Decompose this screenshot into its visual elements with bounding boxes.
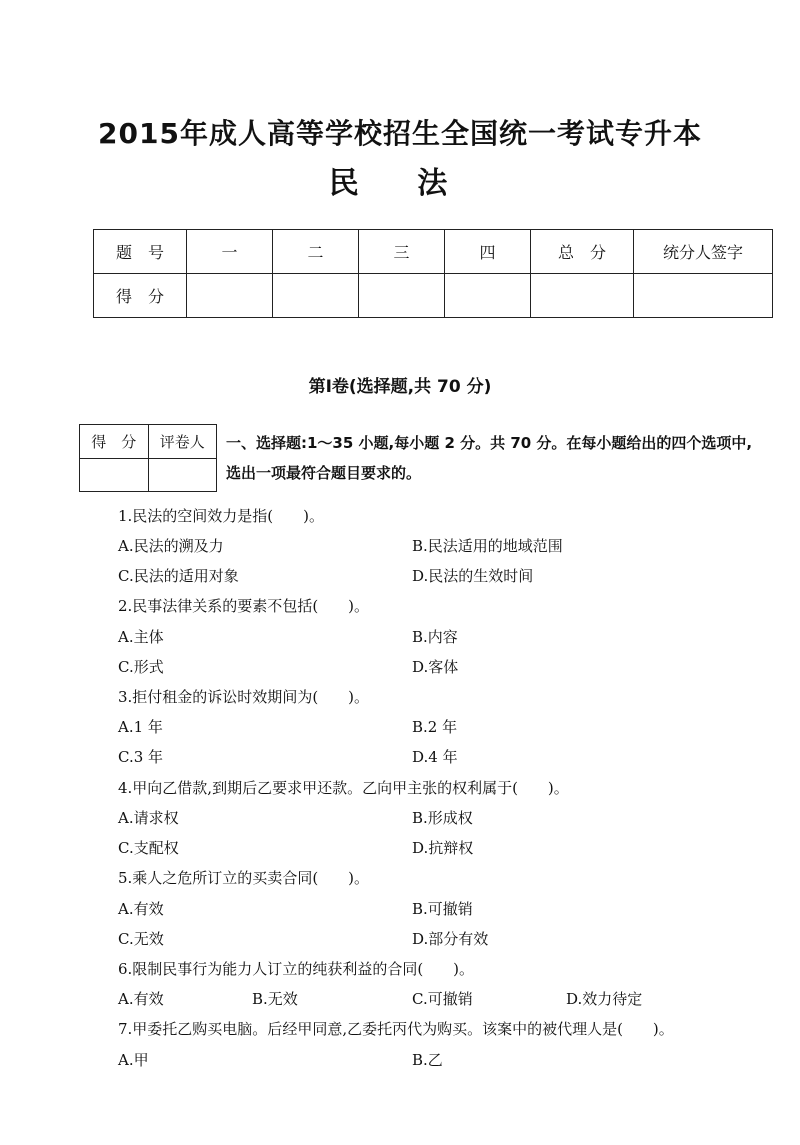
score-table — [93, 229, 773, 318]
grader-name-label: 评卷人 — [148, 425, 217, 459]
score-row-label: 得 分 — [94, 274, 187, 318]
score-cell-part2: 二 — [273, 230, 359, 274]
option-b[interactable]: B.乙 — [412, 1051, 443, 1069]
question-stem: 7.甲委托乙购买电脑。后经甲同意,乙委托丙代为购买。该案中的被代理人是( )。 — [118, 1020, 674, 1038]
option-a[interactable]: A.甲 — [118, 1051, 149, 1069]
question-stem: 1.民法的空间效力是指( )。 — [118, 507, 325, 525]
option-c[interactable]: C.形式 — [118, 658, 164, 676]
option-c[interactable]: C.支配权 — [118, 839, 179, 857]
grader-score-blank[interactable] — [80, 458, 149, 492]
score-blank-3[interactable] — [359, 274, 445, 318]
option-d[interactable]: D.客体 — [412, 658, 459, 676]
option-b[interactable]: B.可撤销 — [412, 900, 473, 918]
grader-name-blank[interactable] — [148, 458, 217, 492]
score-blank-total[interactable] — [531, 274, 634, 318]
option-c[interactable]: C.无效 — [118, 930, 164, 948]
option-a[interactable]: A.请求权 — [118, 809, 179, 827]
option-d[interactable]: D.抗辩权 — [412, 839, 474, 857]
grader-score-label: 得 分 — [80, 425, 149, 459]
question-stem: 3.拒付租金的诉讼时效期间为( )。 — [118, 688, 370, 706]
grader-box — [79, 424, 217, 492]
question-stem: 6.限制民事行为能力人订立的纯获利益的合同( )。 — [118, 960, 475, 978]
score-cell-total: 总 分 — [531, 230, 634, 274]
option-a[interactable]: A.有效 — [118, 990, 164, 1008]
option-d[interactable]: D.效力待定 — [566, 990, 643, 1008]
option-c[interactable]: C.3 年 — [118, 748, 164, 766]
score-cell-signature: 统分人签字 — [634, 230, 773, 274]
option-b[interactable]: B.民法适用的地域范围 — [412, 537, 563, 555]
score-cell-label: 题 号 — [94, 230, 187, 274]
score-cell-part1: 一 — [187, 230, 273, 274]
option-a[interactable]: A.主体 — [118, 628, 164, 646]
question-stem: 2.民事法律关系的要素不包括( )。 — [118, 597, 370, 615]
option-d[interactable]: D.民法的生效时间 — [412, 567, 534, 585]
subject-title: 民 法 — [328, 166, 472, 201]
option-a[interactable]: A.有效 — [118, 900, 164, 918]
score-blank-1[interactable] — [187, 274, 273, 318]
question-stem: 4.甲向乙借款,到期后乙要求甲还款。乙向甲主张的权利属于( )。 — [118, 779, 569, 797]
option-b[interactable]: B.2 年 — [412, 718, 458, 736]
option-c[interactable]: C.可撤销 — [412, 990, 473, 1008]
option-a[interactable]: A.民法的溯及力 — [118, 537, 224, 555]
option-c[interactable]: C.民法的适用对象 — [118, 567, 239, 585]
score-blank-signature[interactable] — [634, 274, 773, 318]
option-b[interactable]: B.无效 — [252, 990, 298, 1008]
section-heading: 第Ⅰ卷(选择题,共 70 分) — [308, 377, 492, 397]
score-cell-part3: 三 — [359, 230, 445, 274]
score-table-header-row — [94, 230, 773, 274]
option-b[interactable]: B.形成权 — [412, 809, 473, 827]
question-stem: 5.乘人之危所订立的买卖合同( )。 — [118, 869, 370, 887]
score-blank-4[interactable] — [445, 274, 531, 318]
score-cell-part4: 四 — [445, 230, 531, 274]
section-instructions: 一、选择题:1～35 小题,每小题 2 分。共 70 分。在每小题给出的四个选项中,选出一项最符合题目要求的。 — [226, 434, 753, 482]
option-d[interactable]: D.部分有效 — [412, 930, 489, 948]
option-a[interactable]: A.1 年 — [118, 718, 163, 736]
score-table-score-row — [94, 274, 773, 318]
option-b[interactable]: B.内容 — [412, 628, 458, 646]
option-d[interactable]: D.4 年 — [412, 748, 458, 766]
score-blank-2[interactable] — [273, 274, 359, 318]
exam-title: 2015年成人高等学校招生全国统一考试专升本 — [98, 117, 702, 150]
